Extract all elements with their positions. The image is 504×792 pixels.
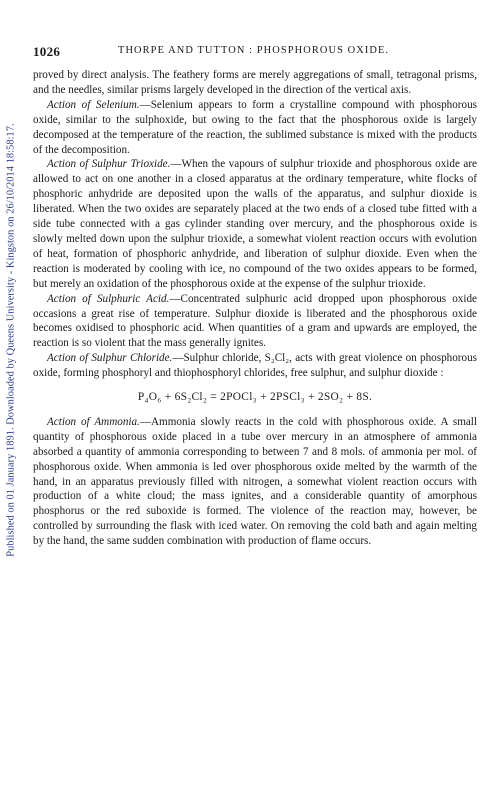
paragraph-text: proved by direct analysis. The feathery forms are merely aggregations of small, tetragonal prisms, and the needles, similar prisms largely developed in the direction of the vertical axis. [33, 69, 477, 96]
paragraph-sulphuric-acid [33, 292, 477, 352]
paragraph-ammonia [33, 415, 477, 549]
paragraph-selenium [33, 98, 477, 158]
page-number: 1026 [33, 44, 61, 59]
chemical-equation: P₄O₆ + 6S₂Cl₂ = 2POCl₃ + 2PSCl₃ + 2SO₂ + 8S. [137, 391, 373, 404]
paragraph-intro [33, 68, 477, 98]
running-head: THORPE AND TUTTON : PHOSPHOROUS OXIDE. [118, 45, 390, 56]
download-watermark-text: Published on 01 January 1891. Downloaded by Queens University - Kingston on 26/10/2014 18:58:17. [5, 123, 17, 557]
article-body [33, 68, 477, 549]
paragraph-sulphur-chloride [33, 351, 477, 381]
section-heading-sulphuric-acid: Action of Sulphuric Acid. [47, 292, 170, 305]
section-heading-ammonia: Action of Ammonia. [47, 415, 140, 428]
paragraph-text: —When the vapours of sulphur trioxide and phosphorous oxide are allowed to act on one another in a closed apparatus at the ordinary temperature, white flocks of phosphoric anhydride are deposited upon the walls of the apparatus, and sulphur dioxide is liberated. When the two oxides are separately placed at the two ends of a closed tube fitted with a side tube connected with a gas cylinder standing over mercury, and the phosphorous oxide is slowly melted down upon the sulphur trioxide, a somewhat violent reaction occurs with evolution of heat, formation of phosphoric anhydride, and liberation of sulphur dioxide. Even when the reaction is moderated by cooling with ice, no compound of the two oxides appears to be formed, but merely an oxidation of the phosphorous oxide at the expense of the sulphur trioxide. [33, 158, 477, 290]
paragraph-text: —Concentrated sulphuric acid dropped upon phosphorous oxide occasions a great rise of temperature. Sulphur dioxide is liberated and the phosphorous oxide becomes oxidised to phosphoric acid. When quantities of a gram and upwards are employed, the reaction is so violent that the mass generally ignites. [33, 292, 477, 350]
paragraph-text: —Ammonia slowly reacts in the cold with phosphorous oxide. A small quantity of phosphorous oxide placed in a tube over mercury in an atmosphere of ammonia absorbed a quantity of ammonia corresponding to between 7 and 8 mols. of ammonia per mol. of phosphorous oxide. When ammonia is led over phosphorous oxide melted by the warmth of the hand, in an apparatus previously filled with nitrogen, a somewhat violent reaction occurs with production of a white cloud; the mass ignites, and a considerable quantity of amorphous phosphorus or the red suboxide is formed. The violence of the reaction may, however, be controlled by surrounding the flask with iced water. On removing the cold bath and again melting by the hand, the same sudden combination with production of flame occurs. [33, 415, 477, 548]
page-header [33, 44, 477, 60]
section-heading-selenium: Action of Selenium. [47, 98, 140, 111]
paragraph-text: —Sulphur chloride, S₂Cl₂, acts with great violence on phosphorous oxide, forming phosphoryl and thiophosphoryl chlorides, free sulphur, and sulphur dioxide : [33, 352, 477, 380]
section-heading-sulphur-chloride: Action of Sulphur Chloride. [47, 352, 173, 365]
paragraph-text: —Selenium appears to form a crystalline compound with phosphorous oxide, similar to the sulphoxide, but owing to the fact that the phosphorous oxide is largely decomposed at the temperature of the reaction, the sublimed substance is mixed with the products of the decomposition. [33, 98, 477, 156]
paragraph-sulphur-trioxide [33, 157, 477, 291]
download-watermark [4, 40, 18, 640]
section-heading-sulphur-trioxide: Action of Sulphur Trioxide. [47, 158, 171, 171]
